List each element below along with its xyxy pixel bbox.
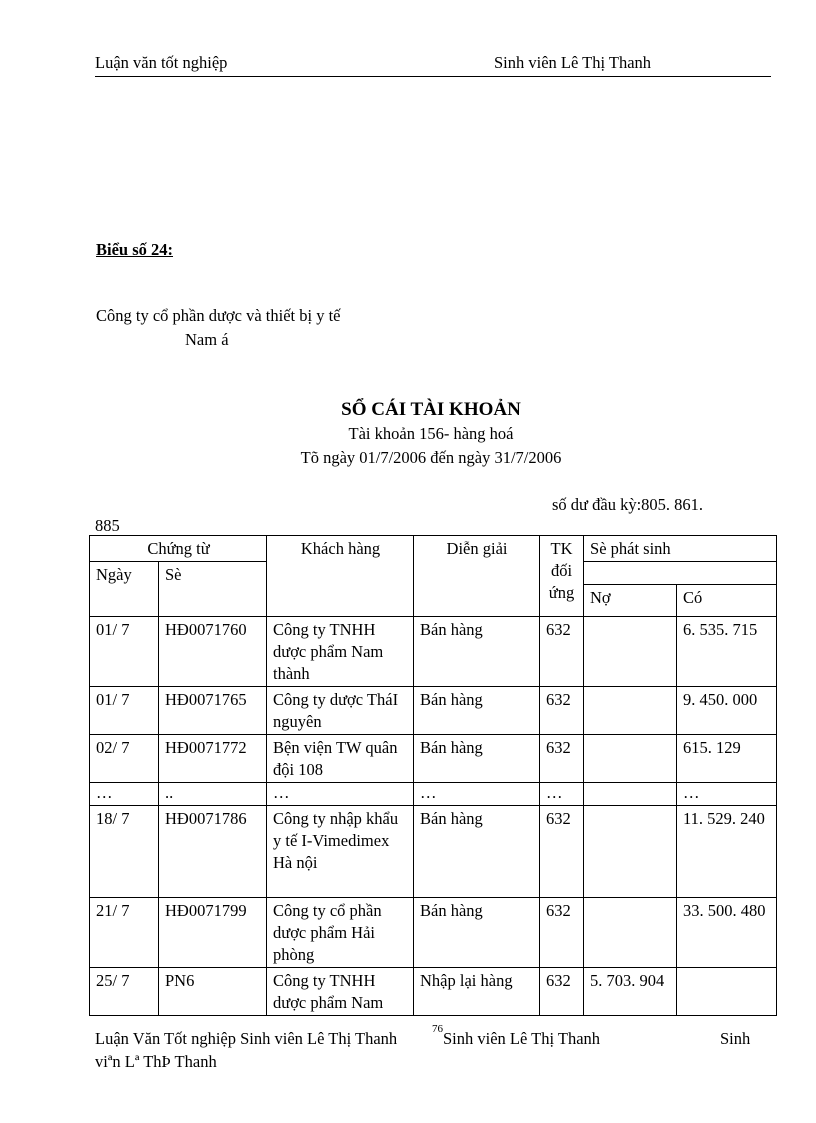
company-name-line2: Nam á: [185, 330, 229, 349]
cell-account: 632: [540, 968, 584, 1016]
cell-number: HĐ0071765: [159, 687, 267, 735]
cell-account: 632: [540, 735, 584, 783]
cell-customer: …: [267, 783, 414, 806]
cell-credit: [677, 968, 777, 1016]
cell-number: ..: [159, 783, 267, 806]
header-description: Diễn giải: [414, 536, 540, 617]
cell-credit: 9. 450. 000: [677, 687, 777, 735]
cell-credit: 6. 535. 715: [677, 617, 777, 687]
cell-description: Bán hàng: [414, 617, 540, 687]
cell-customer: Công ty nhập khẩu y tế I-Vimedimex Hà nội: [267, 806, 414, 898]
page-number: 76: [432, 1023, 443, 1035]
header-number: Sè: [159, 562, 267, 617]
cell-customer: Công ty dược TháI nguyên: [267, 687, 414, 735]
header-credit: Có: [677, 585, 777, 617]
cell-customer: Công ty cổ phần dược phẩm Hải phòng: [267, 898, 414, 968]
header-movement: Sè phát sinh: [584, 536, 777, 562]
period-range: Tõ ngày 01/7/2006 đến ngày 31/7/2006: [300, 448, 562, 467]
form-label: Biểu số 24:: [96, 240, 174, 259]
cell-account: …: [540, 783, 584, 806]
table-row: [90, 617, 777, 687]
cell-account: 632: [540, 806, 584, 898]
cell-credit: 33. 500. 480: [677, 898, 777, 968]
cell-description: Bán hàng: [414, 687, 540, 735]
cell-debit: [584, 617, 677, 687]
table-row: [90, 968, 777, 1016]
footer-text-a: Luận Văn Tốt nghiệp Sinh viên Lê Thị Thanh: [95, 1029, 398, 1048]
cell-debit: 5. 703. 904: [584, 968, 677, 1016]
header-movement-spacer: [584, 562, 777, 585]
cell-debit: [584, 687, 677, 735]
cell-number: HĐ0071799: [159, 898, 267, 968]
cell-date: 01/ 7: [90, 687, 159, 735]
header-voucher: Chứng từ: [90, 536, 267, 562]
header-customer: Khách hàng: [267, 536, 414, 617]
cell-number: HĐ0071772: [159, 735, 267, 783]
opening-balance: số dư đầu kỳ:805. 861.: [552, 495, 704, 514]
cell-credit: 615. 129: [677, 735, 777, 783]
cell-customer: Công ty TNHH dược phẩm Nam thành: [267, 617, 414, 687]
cell-date: …: [90, 783, 159, 806]
header-rule: [95, 76, 771, 77]
header-contra-account: TK đối ứng: [540, 536, 584, 617]
cell-debit: [584, 806, 677, 898]
cell-description: Bán hàng: [414, 898, 540, 968]
cell-description: Bán hàng: [414, 735, 540, 783]
cell-date: 02/ 7: [90, 735, 159, 783]
ledger-table: [89, 535, 777, 1016]
account-subtitle: Tài khoản 156- hàng hoá: [348, 424, 514, 443]
footer-text-line2: viªn Lª ThÞ Thanh: [95, 1052, 217, 1071]
cell-account: 632: [540, 898, 584, 968]
cell-date: 25/ 7: [90, 968, 159, 1016]
cell-credit: …: [677, 783, 777, 806]
cell-number: HĐ0071786: [159, 806, 267, 898]
cell-debit: [584, 783, 677, 806]
cell-account: 632: [540, 687, 584, 735]
footer-text-c: Sinh: [720, 1029, 751, 1048]
cell-number: PN6: [159, 968, 267, 1016]
table-row: [90, 687, 777, 735]
company-name-line1: Công ty cổ phần dược và thiết bị y tế: [96, 306, 341, 325]
cell-number: HĐ0071760: [159, 617, 267, 687]
cell-customer: Công ty TNHH dược phẩm Nam: [267, 968, 414, 1016]
document-title: SỔ CÁI TÀI KHOẢN: [341, 399, 521, 420]
running-header-left: Luận văn tốt nghiệp: [95, 53, 228, 72]
running-header-right: Sinh viên Lê Thị Thanh: [494, 53, 652, 72]
table-row: [90, 735, 777, 783]
table-row: [90, 898, 777, 968]
opening-balance-continuation: 885: [95, 516, 120, 535]
cell-description: Nhập lại hàng: [414, 968, 540, 1016]
cell-credit: 11. 529. 240: [677, 806, 777, 898]
header-debit: Nợ: [584, 585, 677, 617]
header-date: Ngày: [90, 562, 159, 617]
cell-description: Bán hàng: [414, 806, 540, 898]
table-row: [90, 806, 777, 898]
table-row: [90, 783, 777, 806]
cell-date: 18/ 7: [90, 806, 159, 898]
cell-debit: [584, 898, 677, 968]
cell-customer: Bện viện TW quân đội 108: [267, 735, 414, 783]
cell-date: 21/ 7: [90, 898, 159, 968]
cell-account: 632: [540, 617, 584, 687]
cell-date: 01/ 7: [90, 617, 159, 687]
cell-description: …: [414, 783, 540, 806]
footer-text-b: Sinh viên Lê Thị Thanh: [443, 1029, 601, 1048]
cell-debit: [584, 735, 677, 783]
